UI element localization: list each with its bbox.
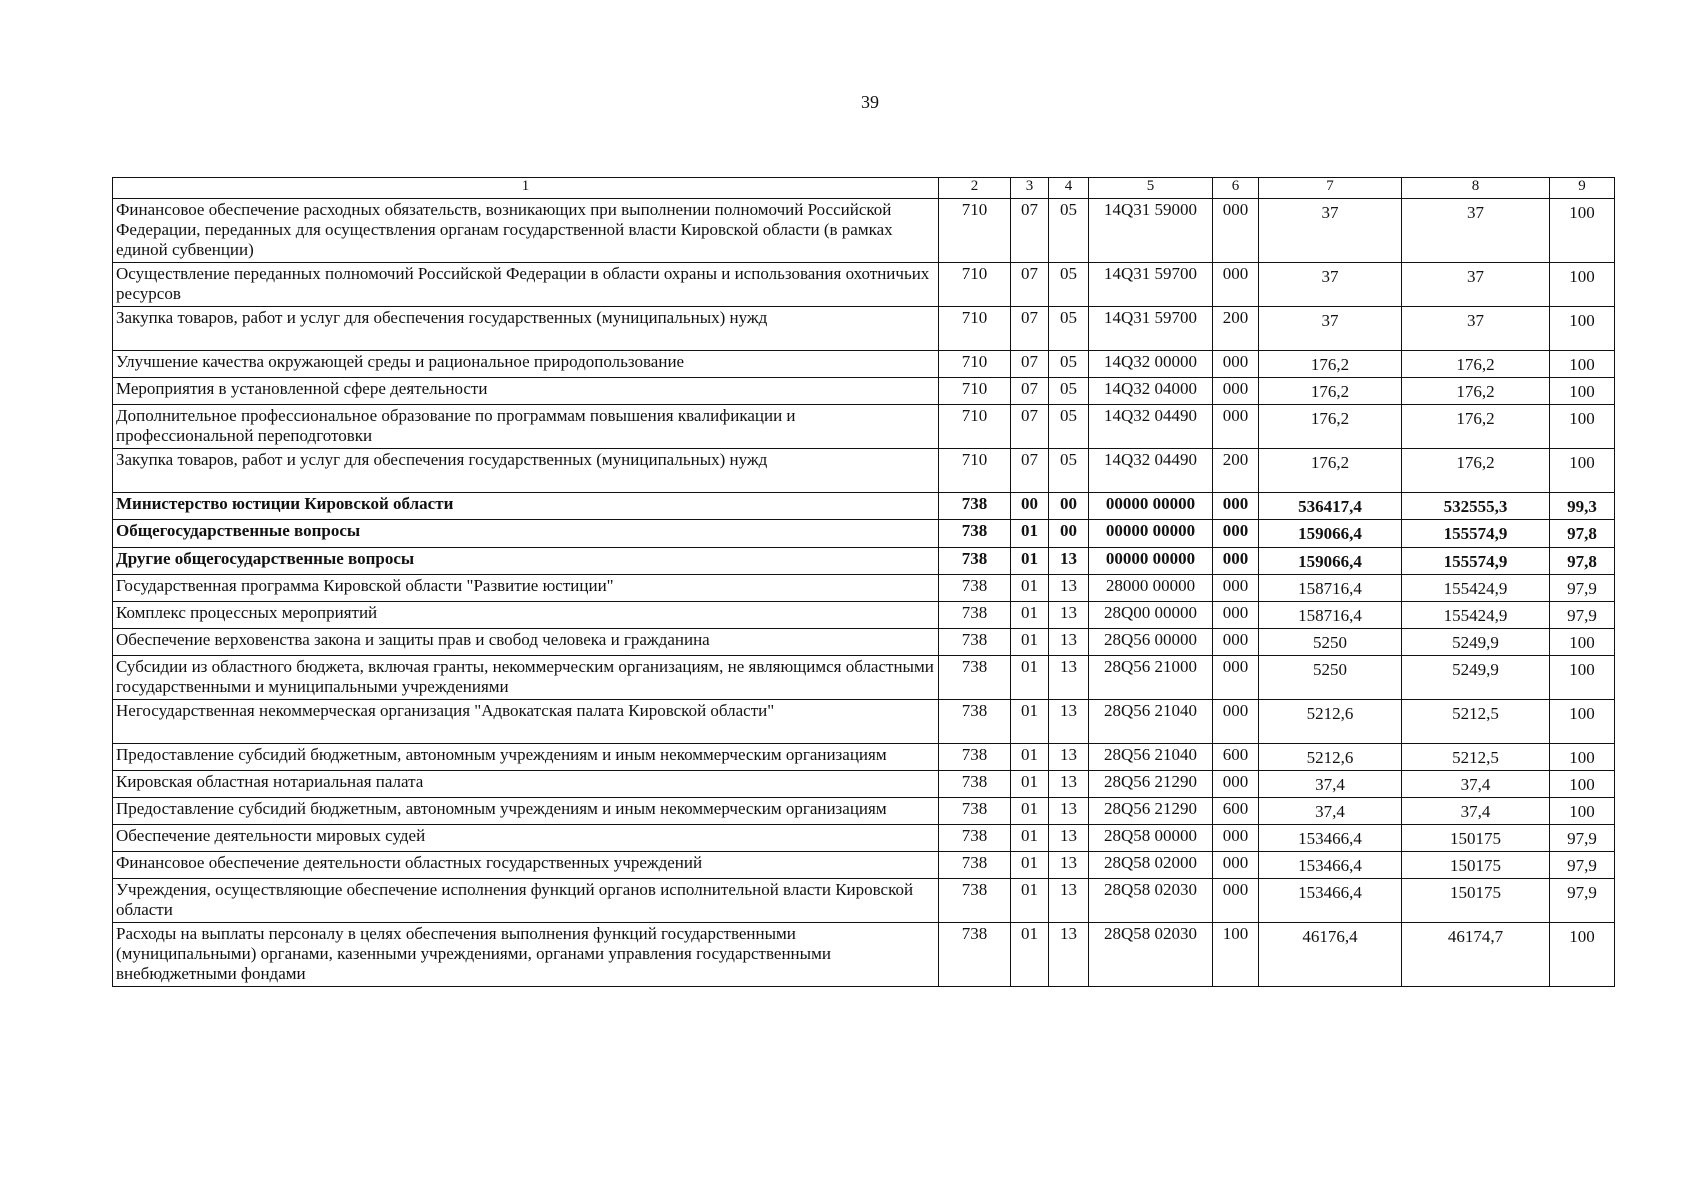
row-name-cell: Обеспечение деятельности мировых судей [113,824,939,851]
expense-type-cell: 200 [1213,449,1259,493]
gov-code-cell: 710 [939,263,1011,307]
section-cell: 07 [1011,351,1049,378]
planned-amount-cell: 176,2 [1259,405,1402,449]
planned-amount-cell: 176,2 [1259,449,1402,493]
expense-type-cell: 000 [1213,378,1259,405]
section-cell: 01 [1011,655,1049,699]
column-header: 7 [1259,178,1402,199]
row-name-cell: Дополнительное профессиональное образование по программам повышения квалификации и профессиональной переподготовки [113,405,939,449]
planned-amount-cell: 536417,4 [1259,493,1402,520]
section-cell: 07 [1011,378,1049,405]
percent-cell: 100 [1550,699,1615,743]
actual-amount-cell: 155424,9 [1402,574,1550,601]
column-header: 6 [1213,178,1259,199]
expense-type-cell: 000 [1213,405,1259,449]
expense-type-cell: 200 [1213,307,1259,351]
gov-code-cell: 738 [939,743,1011,770]
table-row [113,770,1615,797]
gov-code-cell: 738 [939,770,1011,797]
table-row [113,743,1615,770]
row-name-cell: Предоставление субсидий бюджетным, автономным учреждениям и иным некоммерческим организациям [113,743,939,770]
expense-type-cell: 000 [1213,770,1259,797]
expense-type-cell: 000 [1213,493,1259,520]
target-article-cell: 28Q56 21290 [1089,797,1213,824]
expense-type-cell: 000 [1213,655,1259,699]
actual-amount-cell: 37,4 [1402,770,1550,797]
percent-cell: 97,9 [1550,601,1615,628]
section-cell: 01 [1011,851,1049,878]
actual-amount-cell: 5249,9 [1402,655,1550,699]
expense-type-cell: 000 [1213,574,1259,601]
table-row [113,851,1615,878]
gov-code-cell: 738 [939,655,1011,699]
subsection-cell: 13 [1049,923,1089,987]
target-article-cell: 00000 00000 [1089,547,1213,574]
percent-cell: 100 [1550,628,1615,655]
expense-type-cell: 000 [1213,628,1259,655]
planned-amount-cell: 153466,4 [1259,824,1402,851]
table-row [113,699,1615,743]
percent-cell: 97,9 [1550,879,1615,923]
planned-amount-cell: 37 [1259,199,1402,263]
column-header: 8 [1402,178,1550,199]
percent-cell: 100 [1550,405,1615,449]
planned-amount-cell: 46176,4 [1259,923,1402,987]
actual-amount-cell: 5212,5 [1402,743,1550,770]
actual-amount-cell: 150175 [1402,879,1550,923]
section-cell: 00 [1011,493,1049,520]
actual-amount-cell: 37,4 [1402,797,1550,824]
percent-cell: 100 [1550,797,1615,824]
table-row [113,879,1615,923]
expense-type-cell: 000 [1213,601,1259,628]
target-article-cell: 14Q32 04000 [1089,378,1213,405]
row-name-cell: Государственная программа Кировской области "Развитие юстиции" [113,574,939,601]
table-row [113,601,1615,628]
gov-code-cell: 738 [939,824,1011,851]
target-article-cell: 28Q56 21040 [1089,743,1213,770]
subsection-cell: 13 [1049,770,1089,797]
actual-amount-cell: 155424,9 [1402,601,1550,628]
section-cell: 07 [1011,307,1049,351]
actual-amount-cell: 5212,5 [1402,699,1550,743]
target-article-cell: 14Q31 59700 [1089,307,1213,351]
percent-cell: 100 [1550,923,1615,987]
subsection-cell: 05 [1049,263,1089,307]
subsection-cell: 05 [1049,199,1089,263]
actual-amount-cell: 176,2 [1402,449,1550,493]
percent-cell: 97,9 [1550,574,1615,601]
row-name-cell: Мероприятия в установленной сфере деятельности [113,378,939,405]
expense-type-cell: 000 [1213,879,1259,923]
actual-amount-cell: 150175 [1402,824,1550,851]
section-cell: 01 [1011,923,1049,987]
section-cell: 07 [1011,263,1049,307]
table-row [113,493,1615,520]
row-name-cell: Финансовое обеспечение расходных обязательств, возникающих при выполнении полномочий Российской Федерации, переданных для осуществления органам государственной власти Кировской области (в рамках единой субвенции) [113,199,939,263]
column-header: 9 [1550,178,1615,199]
table-row [113,351,1615,378]
planned-amount-cell: 37 [1259,263,1402,307]
column-header: 2 [939,178,1011,199]
subsection-cell: 13 [1049,574,1089,601]
row-name-cell: Предоставление субсидий бюджетным, автономным учреждениям и иным некоммерческим организациям [113,797,939,824]
table-row [113,199,1615,263]
gov-code-cell: 710 [939,378,1011,405]
planned-amount-cell: 159066,4 [1259,547,1402,574]
subsection-cell: 13 [1049,851,1089,878]
actual-amount-cell: 37 [1402,199,1550,263]
gov-code-cell: 738 [939,923,1011,987]
target-article-cell: 28Q00 00000 [1089,601,1213,628]
target-article-cell: 28Q58 02030 [1089,879,1213,923]
percent-cell: 100 [1550,263,1615,307]
column-header: 1 [113,178,939,199]
table-row [113,378,1615,405]
gov-code-cell: 738 [939,493,1011,520]
subsection-cell: 13 [1049,655,1089,699]
expense-type-cell: 000 [1213,263,1259,307]
expense-type-cell: 600 [1213,797,1259,824]
column-header: 5 [1089,178,1213,199]
gov-code-cell: 738 [939,547,1011,574]
subsection-cell: 05 [1049,307,1089,351]
target-article-cell: 14Q31 59000 [1089,199,1213,263]
subsection-cell: 13 [1049,879,1089,923]
target-article-cell: 14Q32 00000 [1089,351,1213,378]
table-row [113,405,1615,449]
row-name-cell: Улучшение качества окружающей среды и рациональное природопользование [113,351,939,378]
subsection-cell: 13 [1049,797,1089,824]
row-name-cell: Учреждения, осуществляющие обеспечение исполнения функций органов исполнительной власти Кировской области [113,879,939,923]
target-article-cell: 28Q56 21290 [1089,770,1213,797]
row-name-cell: Закупка товаров, работ и услуг для обеспечения государственных (муниципальных) нужд [113,449,939,493]
target-article-cell: 14Q32 04490 [1089,405,1213,449]
table-row [113,655,1615,699]
table-row [113,547,1615,574]
expense-type-cell: 600 [1213,743,1259,770]
percent-cell: 97,9 [1550,851,1615,878]
table-row [113,307,1615,351]
percent-cell: 97,8 [1550,547,1615,574]
expense-type-cell: 000 [1213,699,1259,743]
gov-code-cell: 738 [939,797,1011,824]
section-cell: 01 [1011,574,1049,601]
subsection-cell: 13 [1049,743,1089,770]
table-row [113,449,1615,493]
subsection-cell: 05 [1049,405,1089,449]
page-number: 39 [861,92,879,112]
planned-amount-cell: 37 [1259,307,1402,351]
target-article-cell: 28Q56 21000 [1089,655,1213,699]
row-name-cell: Расходы на выплаты персоналу в целях обеспечения выполнения функций государственными (муниципальными) органами, казенными учреждениями, органами управления государственными внебюджетными фондами [113,923,939,987]
gov-code-cell: 738 [939,574,1011,601]
expense-type-cell: 000 [1213,520,1259,547]
target-article-cell: 28Q56 00000 [1089,628,1213,655]
gov-code-cell: 738 [939,628,1011,655]
row-name-cell: Субсидии из областного бюджета, включая гранты, некоммерческим организациям, не являющимся областными государственными и муниципальными учреждениями [113,655,939,699]
row-name-cell: Финансовое обеспечение деятельности областных государственных учреждений [113,851,939,878]
row-name-cell: Осуществление переданных полномочий Российской Федерации в области охраны и использования охотничьих ресурсов [113,263,939,307]
planned-amount-cell: 176,2 [1259,378,1402,405]
percent-cell: 100 [1550,307,1615,351]
expense-type-cell: 000 [1213,547,1259,574]
section-cell: 01 [1011,824,1049,851]
gov-code-cell: 710 [939,199,1011,263]
section-cell: 01 [1011,628,1049,655]
target-article-cell: 00000 00000 [1089,520,1213,547]
planned-amount-cell: 5250 [1259,628,1402,655]
row-name-cell: Кировская областная нотариальная палата [113,770,939,797]
percent-cell: 100 [1550,199,1615,263]
percent-cell: 100 [1550,351,1615,378]
planned-amount-cell: 153466,4 [1259,879,1402,923]
planned-amount-cell: 5250 [1259,655,1402,699]
row-name-cell: Негосударственная некоммерческая организация "Адвокатская палата Кировской области" [113,699,939,743]
actual-amount-cell: 46174,7 [1402,923,1550,987]
column-header: 3 [1011,178,1049,199]
actual-amount-cell: 150175 [1402,851,1550,878]
expense-type-cell: 100 [1213,923,1259,987]
table-row [113,824,1615,851]
header-row [113,178,1615,199]
row-name-cell: Закупка товаров, работ и услуг для обеспечения государственных (муниципальных) нужд [113,307,939,351]
actual-amount-cell: 37 [1402,307,1550,351]
planned-amount-cell: 37,4 [1259,770,1402,797]
gov-code-cell: 738 [939,520,1011,547]
table-row [113,628,1615,655]
gov-code-cell: 710 [939,307,1011,351]
target-article-cell: 14Q31 59700 [1089,263,1213,307]
gov-code-cell: 738 [939,879,1011,923]
actual-amount-cell: 532555,3 [1402,493,1550,520]
target-article-cell: 28Q58 00000 [1089,824,1213,851]
percent-cell: 100 [1550,770,1615,797]
subsection-cell: 13 [1049,628,1089,655]
expense-type-cell: 000 [1213,199,1259,263]
subsection-cell: 00 [1049,520,1089,547]
row-name-cell: Общегосударственные вопросы [113,520,939,547]
planned-amount-cell: 153466,4 [1259,851,1402,878]
actual-amount-cell: 176,2 [1402,405,1550,449]
section-cell: 07 [1011,199,1049,263]
row-name-cell: Обеспечение верховенства закона и защиты прав и свобод человека и гражданина [113,628,939,655]
table-row [113,797,1615,824]
section-cell: 01 [1011,879,1049,923]
section-cell: 07 [1011,449,1049,493]
row-name-cell: Комплекс процессных мероприятий [113,601,939,628]
section-cell: 01 [1011,520,1049,547]
target-article-cell: 28Q58 02030 [1089,923,1213,987]
target-article-cell: 28Q58 02000 [1089,851,1213,878]
subsection-cell: 05 [1049,449,1089,493]
actual-amount-cell: 5249,9 [1402,628,1550,655]
actual-amount-cell: 176,2 [1402,351,1550,378]
actual-amount-cell: 155574,9 [1402,520,1550,547]
table-body [113,199,1615,987]
section-cell: 01 [1011,770,1049,797]
section-cell: 01 [1011,743,1049,770]
subsection-cell: 13 [1049,547,1089,574]
budget-table [112,177,1615,987]
subsection-cell: 05 [1049,378,1089,405]
target-article-cell: 28000 00000 [1089,574,1213,601]
target-article-cell: 14Q32 04490 [1089,449,1213,493]
gov-code-cell: 738 [939,851,1011,878]
planned-amount-cell: 5212,6 [1259,699,1402,743]
gov-code-cell: 738 [939,601,1011,628]
table-row [113,520,1615,547]
percent-cell: 99,3 [1550,493,1615,520]
gov-code-cell: 710 [939,351,1011,378]
section-cell: 01 [1011,547,1049,574]
subsection-cell: 13 [1049,699,1089,743]
percent-cell: 100 [1550,378,1615,405]
percent-cell: 97,9 [1550,824,1615,851]
section-cell: 01 [1011,797,1049,824]
column-header: 4 [1049,178,1089,199]
subsection-cell: 13 [1049,601,1089,628]
subsection-cell: 05 [1049,351,1089,378]
subsection-cell: 00 [1049,493,1089,520]
planned-amount-cell: 5212,6 [1259,743,1402,770]
table-row [113,263,1615,307]
row-name-cell: Другие общегосударственные вопросы [113,547,939,574]
expense-type-cell: 000 [1213,824,1259,851]
percent-cell: 100 [1550,743,1615,770]
gov-code-cell: 710 [939,449,1011,493]
planned-amount-cell: 37,4 [1259,797,1402,824]
subsection-cell: 13 [1049,824,1089,851]
row-name-cell: Министерство юстиции Кировской области [113,493,939,520]
actual-amount-cell: 176,2 [1402,378,1550,405]
table-row [113,923,1615,987]
section-cell: 01 [1011,699,1049,743]
actual-amount-cell: 155574,9 [1402,547,1550,574]
section-cell: 01 [1011,601,1049,628]
percent-cell: 97,8 [1550,520,1615,547]
target-article-cell: 28Q56 21040 [1089,699,1213,743]
target-article-cell: 00000 00000 [1089,493,1213,520]
percent-cell: 100 [1550,655,1615,699]
planned-amount-cell: 159066,4 [1259,520,1402,547]
table-row [113,574,1615,601]
planned-amount-cell: 176,2 [1259,351,1402,378]
gov-code-cell: 710 [939,405,1011,449]
planned-amount-cell: 158716,4 [1259,574,1402,601]
gov-code-cell: 738 [939,699,1011,743]
actual-amount-cell: 37 [1402,263,1550,307]
percent-cell: 100 [1550,449,1615,493]
section-cell: 07 [1011,405,1049,449]
expense-type-cell: 000 [1213,851,1259,878]
planned-amount-cell: 158716,4 [1259,601,1402,628]
expense-type-cell: 000 [1213,351,1259,378]
